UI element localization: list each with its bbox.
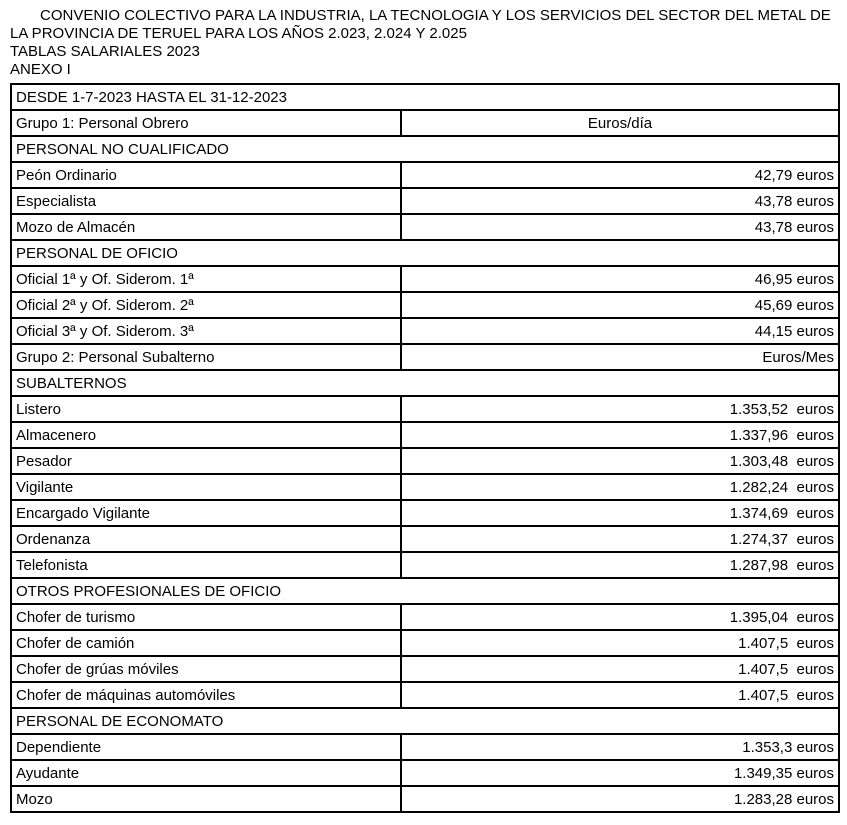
salary-row [11, 604, 839, 630]
salary-row [11, 396, 839, 422]
section-header-row [11, 578, 839, 604]
category-label: Chofer de turismo [11, 604, 401, 630]
salary-value: 43,78 euros [401, 188, 839, 214]
salary-row [11, 786, 839, 812]
category-label: Mozo [11, 786, 401, 812]
salary-row [11, 474, 839, 500]
category-label: Ordenanza [11, 526, 401, 552]
salary-row [11, 682, 839, 708]
section-label: SUBALTERNOS [11, 370, 839, 396]
group-header-row [11, 110, 839, 136]
salary-row [11, 734, 839, 760]
category-label: Oficial 3ª y Of. Siderom. 3ª [11, 318, 401, 344]
category-label: Pesador [11, 448, 401, 474]
salary-value: 1.395,04 euros [401, 604, 839, 630]
section-header-row [11, 708, 839, 734]
category-label: Telefonista [11, 552, 401, 578]
salary-value: 1.283,28 euros [401, 786, 839, 812]
salary-row [11, 188, 839, 214]
category-label: Mozo de Almacén [11, 214, 401, 240]
section-label: PERSONAL DE ECONOMATO [11, 708, 839, 734]
category-label: Almacenero [11, 422, 401, 448]
group-header-row [11, 344, 839, 370]
group-label: Grupo 1: Personal Obrero [11, 110, 401, 136]
salary-value: 44,15 euros [401, 318, 839, 344]
section-label: PERSONAL DE OFICIO [11, 240, 839, 266]
section-header-row [11, 370, 839, 396]
subtitle-anexo: ANEXO I [10, 61, 71, 78]
section-header-row [11, 240, 839, 266]
group-unit-label: Euros/Mes [401, 344, 839, 370]
category-label: Encargado Vigilante [11, 500, 401, 526]
salary-value: 1.303,48 euros [401, 448, 839, 474]
subtitle-tablas-salariales: TABLAS SALARIALES 2023 [10, 43, 200, 60]
category-label: Oficial 2ª y Of. Siderom. 2ª [11, 292, 401, 318]
section-label: PERSONAL NO CUALIFICADO [11, 136, 839, 162]
group-unit-label: Euros/día [401, 110, 839, 136]
salary-row [11, 760, 839, 786]
salary-row [11, 552, 839, 578]
salary-row [11, 656, 839, 682]
category-label: Chofer de grúas móviles [11, 656, 401, 682]
category-label: Dependiente [11, 734, 401, 760]
salary-value: 1.274,37 euros [401, 526, 839, 552]
salary-table [10, 83, 840, 813]
salary-value: 1.353,52 euros [401, 396, 839, 422]
salary-value: 45,69 euros [401, 292, 839, 318]
salary-value: 43,78 euros [401, 214, 839, 240]
salary-value: 1.353,3 euros [401, 734, 839, 760]
salary-row [11, 630, 839, 656]
section-label: OTROS PROFESIONALES DE OFICIO [11, 578, 839, 604]
category-label: Ayudante [11, 760, 401, 786]
salary-row [11, 214, 839, 240]
section-header-row [11, 136, 839, 162]
salary-row [11, 448, 839, 474]
salary-row [11, 266, 839, 292]
salary-row [11, 422, 839, 448]
category-label: Peón Ordinario [11, 162, 401, 188]
salary-value: 1.407,5 euros [401, 682, 839, 708]
document-header [0, 0, 847, 79]
salary-table-body [11, 84, 839, 812]
category-label: Vigilante [11, 474, 401, 500]
salary-row [11, 162, 839, 188]
group-label: Grupo 2: Personal Subalterno [11, 344, 401, 370]
salary-row [11, 318, 839, 344]
category-label: Chofer de camión [11, 630, 401, 656]
category-label: Especialista [11, 188, 401, 214]
period-label: DESDE 1-7-2023 HASTA EL 31-12-2023 [11, 84, 839, 110]
salary-value: 1.349,35 euros [401, 760, 839, 786]
category-label: Listero [11, 396, 401, 422]
salary-value: 1.282,24 euros [401, 474, 839, 500]
category-label: Chofer de máquinas automóviles [11, 682, 401, 708]
salary-row [11, 292, 839, 318]
salary-value: 42,79 euros [401, 162, 839, 188]
category-label: Oficial 1ª y Of. Siderom. 1ª [11, 266, 401, 292]
salary-value: 1.337,96 euros [401, 422, 839, 448]
salary-row [11, 526, 839, 552]
salary-value: 1.407,5 euros [401, 656, 839, 682]
salary-value: 1.287,98 euros [401, 552, 839, 578]
salary-value: 46,95 euros [401, 266, 839, 292]
salary-row [11, 500, 839, 526]
salary-value: 1.374,69 euros [401, 500, 839, 526]
salary-value: 1.407,5 euros [401, 630, 839, 656]
period-row [11, 84, 839, 110]
document-title: CONVENIO COLECTIVO PARA LA INDUSTRIA, LA TECNOLOGIA Y LOS SERVICIOS DEL SECTOR DEL METAL DE LA PROVINCIA DE TERUEL PARA LOS AÑOS 2.023, 2.024 Y 2.025 [10, 7, 831, 42]
